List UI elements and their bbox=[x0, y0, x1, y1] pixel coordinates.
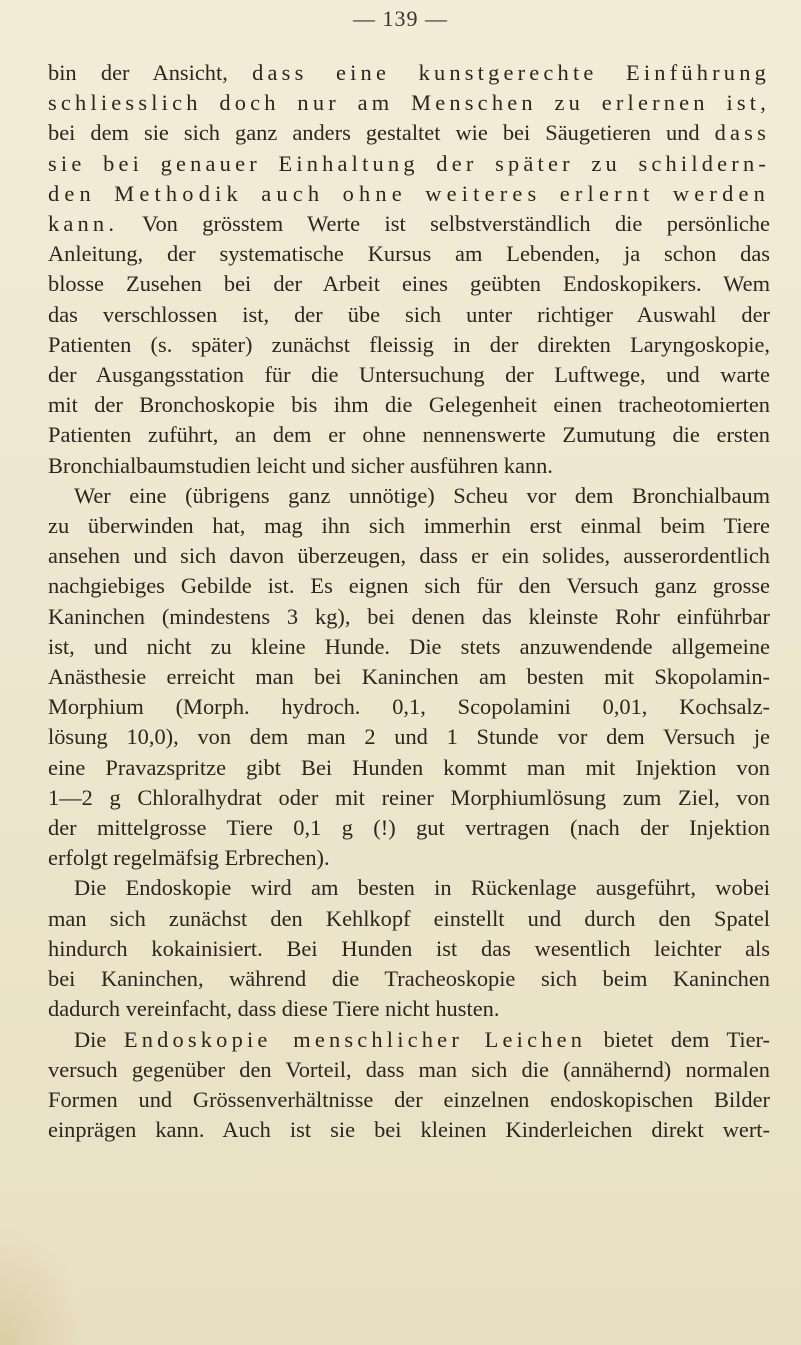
text-line: dadurch vereinfacht, dass diese Tiere nicht husten. bbox=[48, 996, 500, 1022]
text-line: der mittelgrosse Tiere 0,1 g (!) gut vertragen (nach der Injektion bbox=[48, 815, 770, 841]
text-line bbox=[48, 149, 770, 179]
text-line: Die Endoskopie wird am besten in Rückenlage ausgeführt, wobei bbox=[74, 875, 770, 901]
text-line: das verschlossen ist, der übe sich unter richtiger Auswahl der bbox=[48, 301, 770, 327]
spaced-emphasis: schliesslich doch nur am Menschen zu erlernen ist, bbox=[48, 90, 770, 116]
spaced-emphasis: dass bbox=[714, 120, 770, 146]
text-line: Die Endoskopie menschlicher Leichen bietet dem Tier- bbox=[74, 1026, 770, 1052]
body-text bbox=[48, 58, 770, 1145]
text-line: Kaninchen (mindestens 3 kg), bei denen das kleinste Rohr einführbar bbox=[48, 603, 770, 629]
text-line: Bronchialbaumstudien leicht und sicher ausführen kann. bbox=[48, 452, 553, 478]
spaced-emphasis: kann. bbox=[48, 211, 119, 237]
text-line: lösung 10,0), von dem man 2 und 1 Stunde vor dem Versuch je bbox=[48, 724, 770, 750]
text-line: der Ausgangsstation für die Untersuchung der Luftwege, und warte bbox=[48, 362, 770, 388]
page-number: — 139 — bbox=[353, 6, 448, 31]
text-line: mit der Bronchoskopie bis ihm die Gelegenheit einen tracheotomierten bbox=[48, 392, 770, 418]
text-line: kann. Von grösstem Werte ist selbstverständlich die persönliche bbox=[48, 211, 770, 237]
text-line: einprägen kann. Auch ist sie bei kleinen Kinderleichen direkt wert- bbox=[48, 1117, 770, 1143]
spaced-emphasis: den Methodik auch ohne weiteres erlernt werden bbox=[48, 180, 770, 206]
text-line: ist, und nicht zu kleine Hunde. Die stets anzuwendende allgemeine bbox=[48, 633, 770, 659]
text-line bbox=[48, 179, 770, 209]
spaced-emphasis: dass eine kunstgerechte Einführung bbox=[252, 60, 770, 85]
text-line: blosse Zusehen bei der Arbeit eines geübten Endoskopikers. Wem bbox=[48, 271, 770, 297]
paragraph-2 bbox=[48, 481, 770, 874]
spaced-emphasis: sie bei genauer Einhaltung der später zu schildern- bbox=[48, 150, 770, 176]
text-line: man sich zunächst den Kehlkopf einstellt und durch den Spatel bbox=[48, 905, 770, 931]
text-line: Morphium (Morph. hydroch. 0,1, Scopolamini 0,01, Kochsalz- bbox=[48, 694, 770, 720]
text-line: Patienten zuführt, an dem er ohne nennenswerte Zumutung die ersten bbox=[48, 422, 770, 448]
paper-stain bbox=[0, 1225, 90, 1345]
text-line: bei Kaninchen, während die Tracheoskopie sich beim Kaninchen bbox=[48, 966, 770, 992]
paragraph-4 bbox=[48, 1025, 770, 1146]
text-line: eine Pravazspritze gibt Bei Hunden kommt man mit Injektion von bbox=[48, 754, 770, 780]
text-line: nachgiebiges Gebilde ist. Es eignen sich für den Versuch ganz grosse bbox=[48, 573, 770, 599]
paragraph-1 bbox=[48, 58, 770, 481]
text-line: erfolgt regelmäfsig Erbrechen). bbox=[48, 845, 330, 871]
text-line: hindurch kokainisiert. Bei Hunden ist das wesentlich leichter als bbox=[48, 935, 770, 961]
text-line: Wer eine (übrigens ganz unnötige) Scheu vor dem Bronchialbaum bbox=[74, 482, 770, 508]
spaced-emphasis: Endoskopie menschlicher Leichen bbox=[123, 1026, 587, 1052]
text-line: versuch gegenüber den Vorteil, dass man sich die (annähernd) normalen bbox=[48, 1056, 770, 1082]
text-line: bin der Ansicht, dass eine kunstgerechte Einführung bbox=[48, 60, 770, 85]
paragraph-3 bbox=[48, 873, 770, 1024]
text-line: ansehen und sich davon überzeugen, dass er ein solides, ausserordentlich bbox=[48, 543, 770, 569]
text-line: bei dem sie sich ganz anders gestaltet wie bei Säugetieren und dass bbox=[48, 120, 770, 146]
text-line: Anästhesie erreicht man bei Kaninchen am besten mit Skopolamin- bbox=[48, 664, 770, 690]
text-line: Anleitung, der systematische Kursus am Lebenden, ja schon das bbox=[48, 241, 770, 267]
text-line: Patienten (s. später) zunächst fleissig in der direkten Laryngoskopie, bbox=[48, 331, 770, 357]
text-line: zu überwinden hat, mag ihn sich immerhin erst einmal beim Tiere bbox=[48, 513, 770, 539]
text-line: Formen und Grössenverhältnisse der einzelnen endoskopischen Bilder bbox=[48, 1086, 770, 1112]
text-line bbox=[48, 88, 770, 118]
text-line: 1—2 g Chloralhydrat oder mit reiner Morphiumlösung zum Ziel, von bbox=[48, 784, 770, 810]
